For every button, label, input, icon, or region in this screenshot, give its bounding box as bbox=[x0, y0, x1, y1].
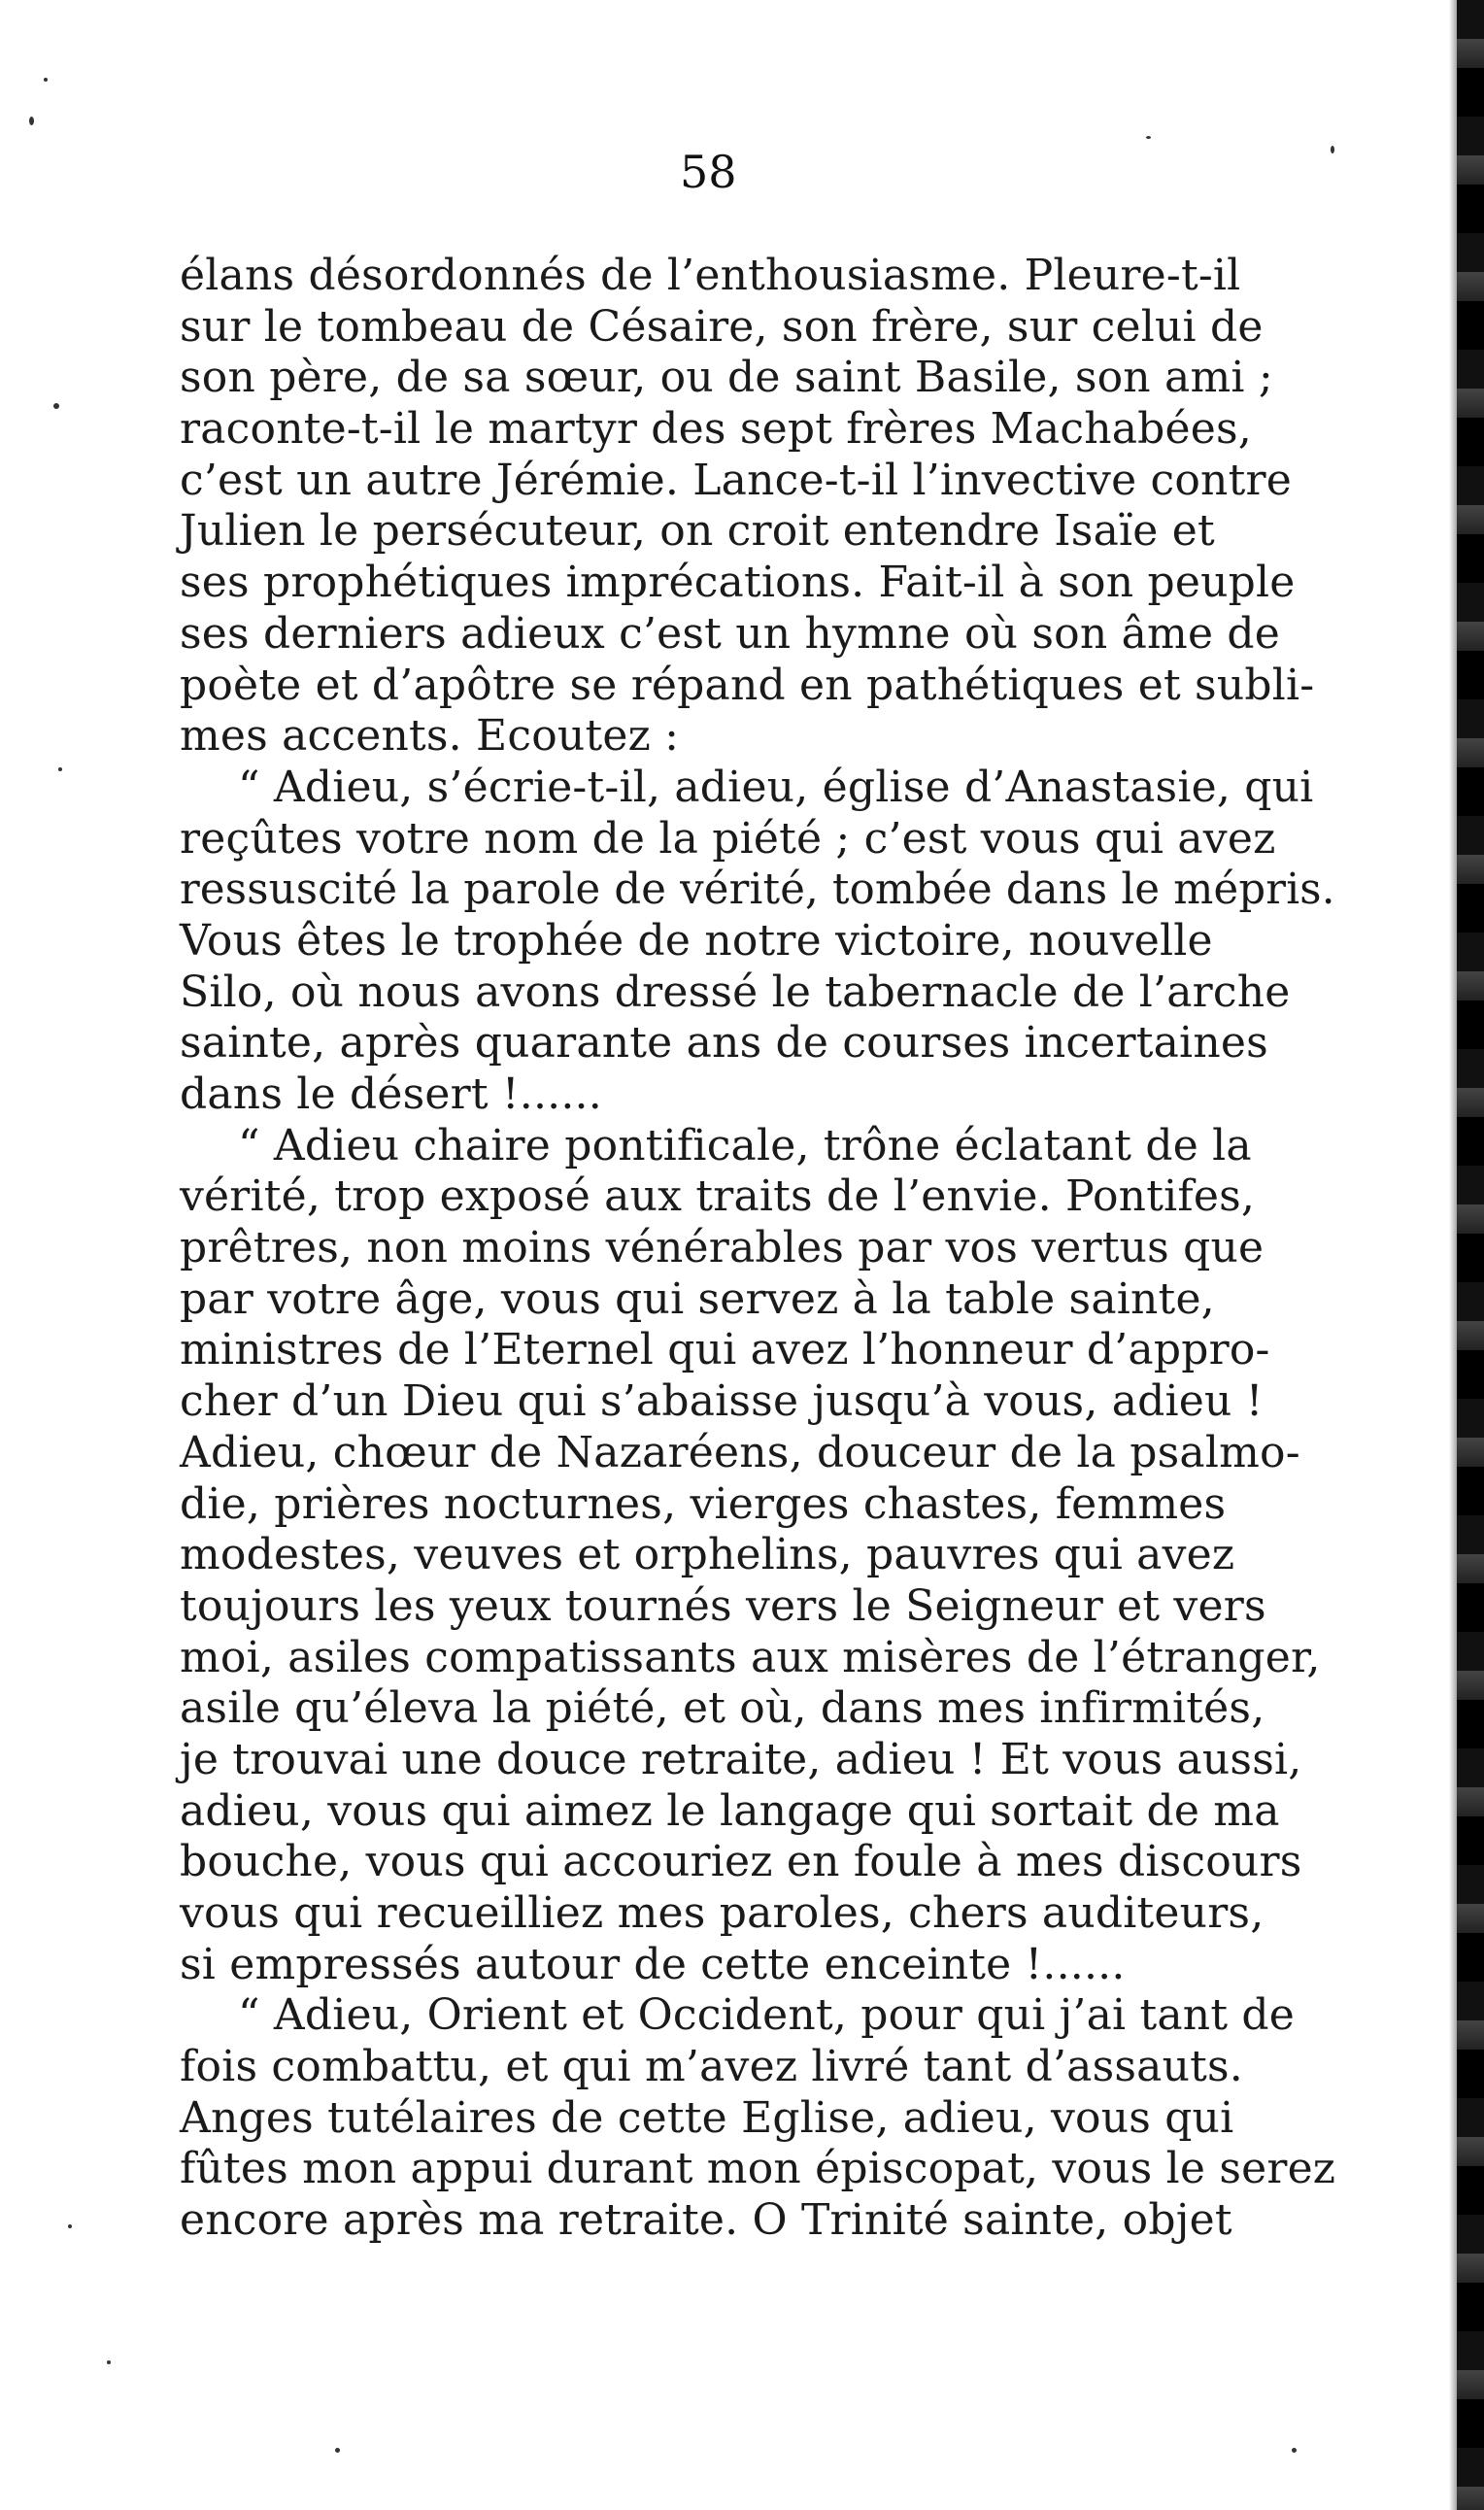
scan-speck bbox=[44, 78, 48, 82]
text-line: “ Adieu, s’écrie-t-il, adieu, église d’Anastasie, qui bbox=[238, 762, 1314, 812]
scan-speck bbox=[1331, 146, 1334, 153]
scan-speck bbox=[335, 2448, 340, 2453]
text-line: bouche, vous qui accouriez en foule à mes discours bbox=[180, 1837, 1302, 1887]
text-line: élans désordonnés de l’enthousiasme. Pleure-t-il bbox=[180, 251, 1241, 300]
binding-shadow bbox=[1449, 0, 1457, 2510]
text-line: dans le désert !...... bbox=[180, 1069, 602, 1119]
text-line: toujours les yeux tournés vers le Seigneur et vers bbox=[180, 1580, 1266, 1631]
text-line: ressuscité la parole de vérité, tombée dans le mépris. bbox=[180, 865, 1335, 915]
text-line: fois combattu, et qui m’avez livré tant d’assauts. bbox=[180, 2042, 1243, 2092]
scan-speck bbox=[1292, 2448, 1297, 2453]
page-number: 58 bbox=[680, 146, 737, 198]
text-line: raconte-t-il le martyr des sept frères Machabées, bbox=[180, 404, 1252, 455]
text-line: fûtes mon appui durant mon épiscopat, vous le serez bbox=[180, 2144, 1336, 2194]
body-text bbox=[180, 251, 1335, 2247]
text-line: mes accents. Ecoutez : bbox=[180, 711, 680, 762]
text-line: si empressés autour de cette enceinte !...... bbox=[180, 1939, 1126, 1989]
text-line: Julien le persécuteur, on croit entendre Isaïe et bbox=[180, 506, 1215, 557]
text-line: Adieu, chœur de Nazaréens, douceur de la psalmo- bbox=[180, 1427, 1300, 1477]
text-line: vous qui recueilliez mes paroles, chers auditeurs, bbox=[180, 1888, 1265, 1938]
scan-speck bbox=[53, 403, 59, 409]
text-line: par votre âge, vous qui servez à la table sainte, bbox=[180, 1273, 1215, 1324]
text-line: prêtres, non moins vénérables par vos vertus que bbox=[180, 1223, 1265, 1273]
text-line: je trouvai une douce retraite, adieu ! Et vous aussi, bbox=[180, 1734, 1302, 1784]
text-line: Anges tutélaires de cette Eglise, adieu, vous qui bbox=[180, 2092, 1234, 2143]
text-line: adieu, vous qui aimez le langage qui sortait de ma bbox=[180, 1785, 1280, 1836]
text-line: ministres de l’Eternel qui avez l’honneur d’appro- bbox=[180, 1325, 1270, 1375]
text-line: poète et d’apôtre se répand en pathétiques et subli- bbox=[180, 660, 1315, 710]
text-line: asile qu’éleva la piété, et où, dans mes infirmités, bbox=[180, 1683, 1265, 1734]
text-line: c’est un autre Jérémie. Lance-t-il l’invective contre bbox=[180, 455, 1292, 505]
scan-speck bbox=[58, 767, 62, 771]
scan-speck bbox=[68, 2224, 72, 2228]
text-line: encore après ma retraite. O Trinité sainte, objet bbox=[180, 2195, 1232, 2246]
text-line: “ Adieu chaire pontificale, trône éclatant de la bbox=[238, 1120, 1252, 1170]
text-line: ses prophétiques imprécations. Fait-il à son peuple bbox=[180, 558, 1296, 608]
text-line: Vous êtes le trophée de notre victoire, nouvelle bbox=[180, 915, 1213, 966]
text-line: vérité, trop exposé aux traits de l’envie. Pontifes, bbox=[180, 1171, 1256, 1222]
text-line: ses derniers adieux c’est un hymne où son âme de bbox=[180, 608, 1280, 659]
text-line: “ Adieu, Orient et Occident, pour qui j’ai tant de bbox=[238, 1990, 1296, 2041]
text-line: modestes, veuves et orphelins, pauvres qui avez bbox=[180, 1530, 1235, 1580]
text-line: cher d’un Dieu qui s’abaisse jusqu’à vous, adieu ! bbox=[180, 1376, 1264, 1427]
text-line: reçûtes votre nom de la piété ; c’est vous qui avez bbox=[180, 813, 1276, 864]
text-line: sur le tombeau de Césaire, son frère, sur celui de bbox=[180, 301, 1264, 352]
text-line: Silo, où nous avons dressé le tabernacle de l’arche bbox=[180, 967, 1291, 1017]
scan-speck bbox=[107, 2360, 111, 2364]
text-line: moi, asiles compatissants aux misères de l’étranger, bbox=[180, 1632, 1321, 1682]
binding-edge bbox=[1457, 0, 1484, 2510]
text-line: sainte, après quarante ans de courses incertaines bbox=[180, 1018, 1268, 1068]
text-line: die, prières nocturnes, vierges chastes, femmes bbox=[180, 1478, 1227, 1529]
scan-speck bbox=[29, 117, 34, 125]
scan-speck bbox=[1146, 136, 1151, 139]
text-line: son père, de sa sœur, ou de saint Basile, son ami ; bbox=[180, 353, 1273, 403]
